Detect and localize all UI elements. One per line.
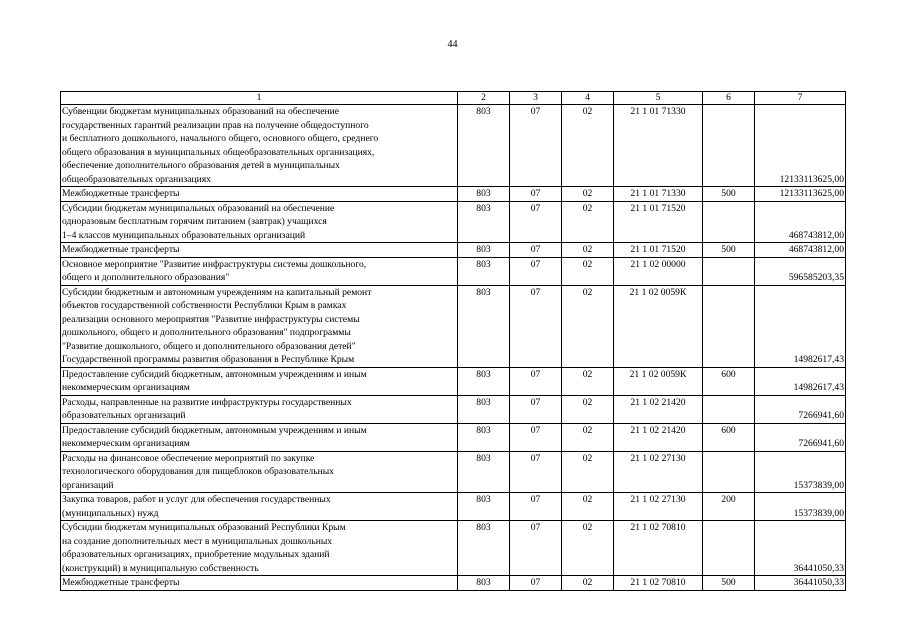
- row-name-cell: [61, 395, 458, 423]
- row-col-5: 21 1 02 27130: [614, 493, 703, 521]
- row-col-4: 02: [562, 243, 614, 258]
- row-name-cell: [61, 105, 458, 187]
- row-col-4: 02: [562, 423, 614, 451]
- row-amount: 7266941,60: [755, 423, 846, 451]
- row-col-6: 500: [703, 243, 755, 258]
- table-row: [61, 451, 846, 493]
- row-name: Межбюджетные трансферты: [62, 188, 180, 199]
- table-row: [61, 105, 846, 187]
- row-col-4: 02: [562, 367, 614, 395]
- row-col-3: 07: [510, 423, 562, 451]
- row-name: Межбюджетные трансферты: [62, 244, 180, 255]
- row-col-6: [703, 257, 755, 285]
- row-amount: 14982617,43: [755, 285, 846, 367]
- header-col-2: 2: [458, 92, 510, 105]
- row-col-3: 07: [510, 451, 562, 493]
- row-name-cell: [61, 493, 458, 521]
- row-col-3: 07: [510, 285, 562, 367]
- row-amount: 12133113625,00: [755, 187, 846, 202]
- row-col-3: 07: [510, 576, 562, 591]
- row-col-3: 07: [510, 395, 562, 423]
- row-name-cell: [61, 187, 458, 202]
- row-amount: 36441050,33: [755, 576, 846, 591]
- row-col-5: 21 1 02 21420: [614, 423, 703, 451]
- header-col-6: 6: [703, 92, 755, 105]
- row-col-6: [703, 521, 755, 576]
- row-col-2: 803: [458, 201, 510, 243]
- row-name-cell: [61, 243, 458, 258]
- row-col-5: 21 1 01 71520: [614, 243, 703, 258]
- row-amount: 14982617,43: [755, 367, 846, 395]
- header-col-5: 5: [614, 92, 703, 105]
- table-row: [61, 367, 846, 395]
- row-name-cell: [61, 367, 458, 395]
- row-name: Субсидии бюджетам муниципальных образований на обеспечение одноразовым бесплатным горячим питанием (завтрак) учащихся 1–4 классов муниципальных образовательных организаций: [62, 202, 335, 241]
- row-col-3: 07: [510, 243, 562, 258]
- row-name-cell: [61, 521, 458, 576]
- row-amount: 36441050,33: [755, 521, 846, 576]
- row-col-6: 200: [703, 493, 755, 521]
- row-col-6: 500: [703, 576, 755, 591]
- table-row: [61, 187, 846, 202]
- row-name: Субсидии бюджетам муниципальных образований Республики Крым на создание дополнительных мест в муниципальных дошкольных образовательных организациях, приобретение модульных зданий (конструкций) в муниципальную собственность: [62, 522, 346, 574]
- row-col-5: 21 1 01 71330: [614, 187, 703, 202]
- row-col-3: 07: [510, 521, 562, 576]
- row-name: Предоставление субсидий бюджетным, автономным учреждениям и иным некоммерческим организациям: [62, 424, 367, 449]
- row-col-6: [703, 285, 755, 367]
- header-col-7: 7: [755, 92, 846, 105]
- row-name: Расходы, направленные на развитие инфраструктуры государственных образовательных организаций: [62, 396, 352, 421]
- header-col-4: 4: [562, 92, 614, 105]
- row-col-6: 500: [703, 187, 755, 202]
- row-amount: 12133113625,00: [755, 105, 846, 187]
- row-col-3: 07: [510, 201, 562, 243]
- row-amount: 7266941,60: [755, 395, 846, 423]
- row-col-5: 21 1 02 0059К: [614, 285, 703, 367]
- row-col-4: 02: [562, 285, 614, 367]
- row-col-6: 600: [703, 423, 755, 451]
- header-col-3: 3: [510, 92, 562, 105]
- row-col-6: [703, 451, 755, 493]
- row-col-4: 02: [562, 187, 614, 202]
- row-name: Предоставление субсидий бюджетным, автономным учреждениям и иным некоммерческим организациям: [62, 368, 367, 393]
- row-name-cell: [61, 451, 458, 493]
- row-col-2: 803: [458, 521, 510, 576]
- row-col-3: 07: [510, 257, 562, 285]
- row-col-2: 803: [458, 243, 510, 258]
- table-row: [61, 576, 846, 591]
- header-row: [61, 92, 846, 105]
- row-col-2: 803: [458, 285, 510, 367]
- row-col-3: 07: [510, 105, 562, 187]
- table-row: [61, 423, 846, 451]
- row-col-6: [703, 105, 755, 187]
- row-amount: 468743812,00: [755, 243, 846, 258]
- table-row: [61, 243, 846, 258]
- row-col-4: 02: [562, 395, 614, 423]
- row-col-6: 600: [703, 367, 755, 395]
- header-col-1: 1: [61, 92, 458, 105]
- row-name: Субсидии бюджетным и автономным учреждениям на капитальный ремонт объектов государственной собственности Республики Крым в рамках реализации основного мероприятия "Развитие инфраструктуры системы дошкольного, общего и дополнительного образования" подпрограммы "Развитие дошкольного, общего и дополнительного образования детей" Государственной программы развития образования в Республике Крым: [62, 286, 372, 365]
- table-row: [61, 201, 846, 243]
- row-col-5: 21 1 01 71330: [614, 105, 703, 187]
- page-number: 44: [447, 39, 458, 50]
- row-name-cell: [61, 285, 458, 367]
- row-col-4: 02: [562, 451, 614, 493]
- row-col-5: 21 1 01 71520: [614, 201, 703, 243]
- row-col-3: 07: [510, 187, 562, 202]
- row-col-2: 803: [458, 451, 510, 493]
- row-name: Основное мероприятие "Развитие инфраструктуры системы дошкольного, общего и дополнительного образования": [62, 258, 367, 283]
- row-col-4: 02: [562, 201, 614, 243]
- row-col-4: 02: [562, 521, 614, 576]
- row-col-4: 02: [562, 576, 614, 591]
- row-col-2: 803: [458, 395, 510, 423]
- row-name-cell: [61, 423, 458, 451]
- row-col-4: 02: [562, 105, 614, 187]
- row-col-6: [703, 201, 755, 243]
- row-col-4: 02: [562, 493, 614, 521]
- table-row: [61, 285, 846, 367]
- row-amount: 15373839,00: [755, 451, 846, 493]
- row-col-5: 21 1 02 70810: [614, 521, 703, 576]
- row-name-cell: [61, 257, 458, 285]
- row-col-2: 803: [458, 187, 510, 202]
- row-col-3: 07: [510, 367, 562, 395]
- row-col-2: 803: [458, 423, 510, 451]
- row-col-2: 803: [458, 493, 510, 521]
- row-name: Межбюджетные трансферты: [62, 577, 180, 588]
- row-col-2: 803: [458, 257, 510, 285]
- row-col-6: [703, 395, 755, 423]
- row-name: Расходы на финансовое обеспечение мероприятий по закупке технологического оборудования для пищеблоков образовательных организаций: [62, 452, 334, 491]
- table-row: [61, 395, 846, 423]
- row-col-4: 02: [562, 257, 614, 285]
- table-row: [61, 521, 846, 576]
- row-col-5: 21 1 02 70810: [614, 576, 703, 591]
- row-col-2: 803: [458, 105, 510, 187]
- row-col-5: 21 1 02 00000: [614, 257, 703, 285]
- row-col-3: 07: [510, 493, 562, 521]
- budget-table: [60, 91, 846, 591]
- row-name: Субвенции бюджетам муниципальных образований на обеспечение государственных гарантий реализации прав на получение общедоступного и бесплатного дошкольного, начального общего, основного общего, среднего общего образования в муниципальных общеобразовательных организациях, обеспечение дополнительного образования детей в муниципальных общеобразовательных организациях: [62, 106, 379, 185]
- row-col-5: 21 1 02 0059К: [614, 367, 703, 395]
- row-name-cell: [61, 576, 458, 591]
- row-amount: 468743812,00: [755, 201, 846, 243]
- row-amount: 15373839,00: [755, 493, 846, 521]
- row-col-2: 803: [458, 367, 510, 395]
- table-row: [61, 493, 846, 521]
- row-name-cell: [61, 201, 458, 243]
- row-col-2: 803: [458, 576, 510, 591]
- row-name: Закупка товаров, работ и услуг для обеспечения государственных (муниципальных) нужд: [62, 494, 331, 519]
- table-row: [61, 257, 846, 285]
- row-col-5: 21 1 02 27130: [614, 451, 703, 493]
- row-col-5: 21 1 02 21420: [614, 395, 703, 423]
- row-amount: 596585203,35: [755, 257, 846, 285]
